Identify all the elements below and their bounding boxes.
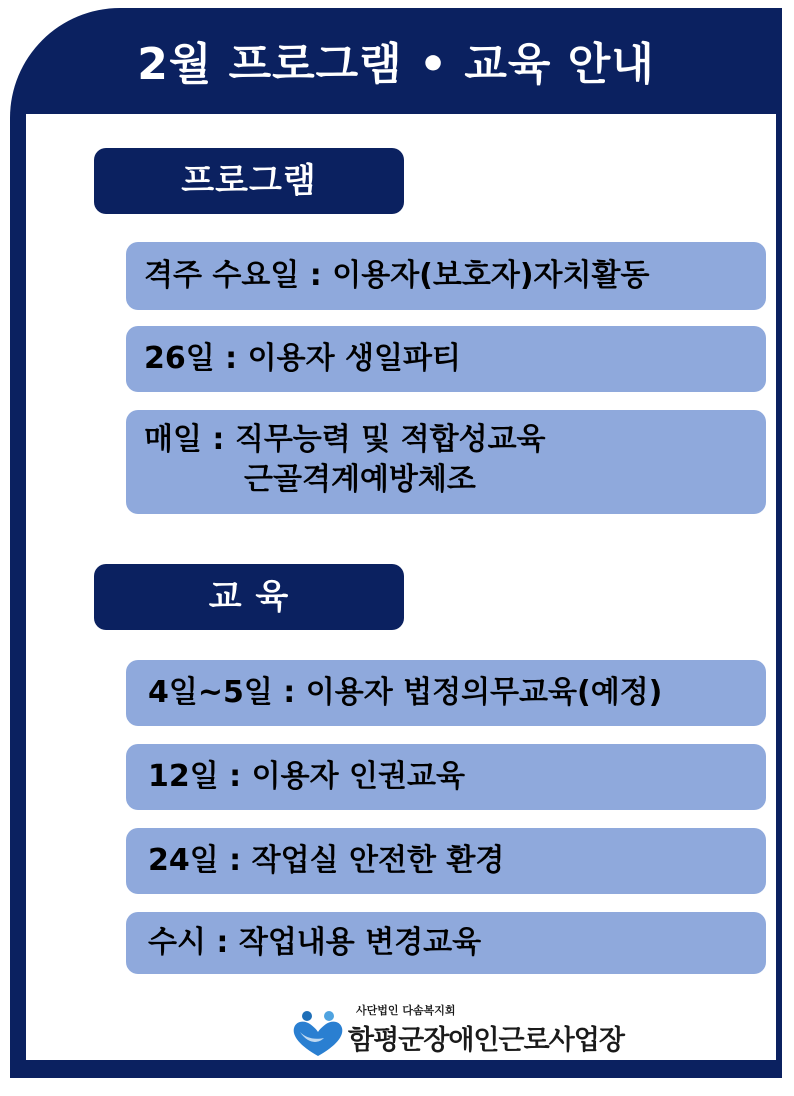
education-item-3 (126, 828, 766, 894)
education-item-1-text: 4일~5일 : 이용자 법정의무교육(예정) (148, 675, 663, 710)
people-heart-logo-icon (290, 1008, 346, 1058)
program-item-2-text: 26일 : 이용자 생일파티 (144, 341, 461, 376)
content-panel (26, 114, 776, 1060)
program-item-1 (126, 242, 766, 310)
organization-name: 함평군장애인근로사업장 (348, 1025, 624, 1056)
education-item-1 (126, 660, 766, 726)
program-item-3-subtext: 근골격계예방체조 (244, 462, 476, 497)
organization-logo (290, 1002, 624, 1058)
section-heading-education: 교 육 (94, 564, 404, 630)
education-item-2-text: 12일 : 이용자 인권교육 (148, 759, 465, 794)
page-title: 2월 프로그램 • 교육 안내 (137, 39, 655, 90)
education-item-2 (126, 744, 766, 810)
program-item-2 (126, 326, 766, 392)
poster-frame (10, 8, 782, 1078)
organization-subtitle: 사단법인 다솜복지회 (356, 1004, 456, 1017)
program-item-3-text: 매일 : 직무능력 및 적합성교육 (144, 422, 546, 457)
education-item-3-text: 24일 : 작업실 안전한 환경 (148, 843, 505, 878)
program-item-1-text: 격주 수요일 : 이용자(보호자)자치활동 (144, 258, 650, 293)
program-item-3 (126, 410, 766, 514)
section-heading-program: 프로그램 (94, 148, 404, 214)
education-item-4 (126, 912, 766, 974)
education-item-4-text: 수시 : 작업내용 변경교육 (148, 925, 482, 960)
